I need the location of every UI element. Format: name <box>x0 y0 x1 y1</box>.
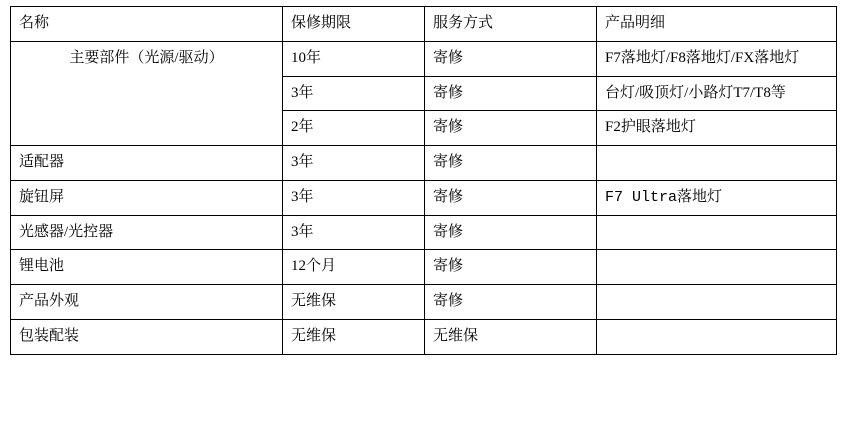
row-period: 3年 <box>283 76 425 111</box>
row-service: 寄修 <box>425 180 597 215</box>
row-detail <box>597 146 837 181</box>
row-detail: F2护眼落地灯 <box>597 111 837 146</box>
row-service: 寄修 <box>425 41 597 76</box>
row-detail <box>597 319 837 354</box>
table-row <box>11 41 837 76</box>
row-period: 3年 <box>283 146 425 181</box>
row-detail <box>597 250 837 285</box>
row-name-lithium-battery: 锂电池 <box>11 250 283 285</box>
warranty-table <box>10 6 837 355</box>
row-service: 无维保 <box>425 319 597 354</box>
row-period: 无维保 <box>283 285 425 320</box>
row-service: 寄修 <box>425 215 597 250</box>
row-name-main-components: 主要部件（光源/驱动） <box>11 41 283 145</box>
table-row <box>11 180 837 215</box>
table-row <box>11 146 837 181</box>
column-header-detail: 产品明细 <box>597 7 837 42</box>
row-service: 寄修 <box>425 146 597 181</box>
row-detail: F7 Ultra落地灯 <box>597 180 837 215</box>
row-name-product-appearance: 产品外观 <box>11 285 283 320</box>
row-detail: F7落地灯/F8落地灯/FX落地灯 <box>597 41 837 76</box>
row-period: 2年 <box>283 111 425 146</box>
column-header-name: 名称 <box>11 7 283 42</box>
row-detail <box>597 285 837 320</box>
row-name-packaging: 包装配装 <box>11 319 283 354</box>
row-name-adapter: 适配器 <box>11 146 283 181</box>
row-period: 12个月 <box>283 250 425 285</box>
table-header-row <box>11 7 837 42</box>
row-name-light-sensor: 光感器/光控器 <box>11 215 283 250</box>
row-period: 10年 <box>283 41 425 76</box>
row-detail: 台灯/吸顶灯/小路灯T7/T8等 <box>597 76 837 111</box>
table-row <box>11 319 837 354</box>
row-period: 3年 <box>283 180 425 215</box>
column-header-period: 保修期限 <box>283 7 425 42</box>
row-name-knob-screen: 旋钮屏 <box>11 180 283 215</box>
row-service: 寄修 <box>425 285 597 320</box>
table-row <box>11 250 837 285</box>
row-service: 寄修 <box>425 111 597 146</box>
row-period: 3年 <box>283 215 425 250</box>
column-header-service: 服务方式 <box>425 7 597 42</box>
row-detail <box>597 215 837 250</box>
row-service: 寄修 <box>425 76 597 111</box>
table-row <box>11 215 837 250</box>
row-period: 无维保 <box>283 319 425 354</box>
row-service: 寄修 <box>425 250 597 285</box>
table-row <box>11 285 837 320</box>
